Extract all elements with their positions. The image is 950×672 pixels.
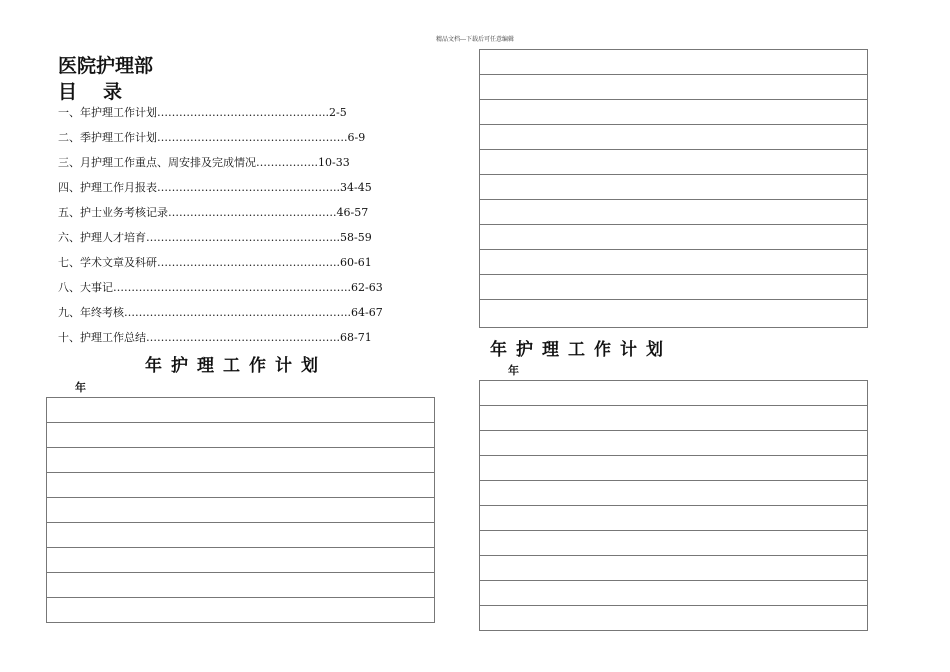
table-row [480,556,868,581]
table-row [480,50,868,75]
toc-item: 九、年终考核……………………………………………………..64-67 [58,306,383,319]
table-row [47,498,435,523]
table-row [47,598,435,623]
table-row [480,581,868,606]
header-note: 精品文档---下载后可任意编辑 [435,36,515,43]
table-row [480,150,868,175]
table-row [47,548,435,573]
table-row [480,275,868,300]
table-row [47,398,435,423]
toc-item: 一、年护理工作计划………………………………………..2-5 [58,106,347,119]
table-row [480,75,868,100]
table-row [47,573,435,598]
toc-item: 二、季护理工作计划…………………………………………….6-9 [58,131,366,144]
table-row [480,606,868,631]
table-row [480,481,868,506]
toc-item: 五、护士业务考核记录……………………………………….46-57 [58,206,369,219]
table-row [480,456,868,481]
toc-item: 六、护理人才培育……………………………………………..58-59 [58,231,372,244]
toc-item: 四、护理工作月报表…………………………………………..34-45 [58,181,372,194]
plan-table-right-top [479,49,868,328]
table-row [480,200,868,225]
table-row [47,473,435,498]
table-row [480,431,868,456]
table-row [480,531,868,556]
table-row [480,506,868,531]
table-row [480,381,868,406]
annual-plan-title-right: 年护理工作计划 [490,340,672,360]
toc-item: 八、大事记………………………………………………………..62-63 [58,281,383,294]
annual-plan-title-left: 年护理工作计划 [145,356,327,376]
year-label-left: 年 [75,381,86,394]
table-row [480,175,868,200]
table-row [480,406,868,431]
table-row [480,100,868,125]
table-row [47,423,435,448]
table-row [480,125,868,150]
toc-item: 十、护理工作总结……………………………………………..68-71 [58,331,372,344]
table-row [47,523,435,548]
plan-table-left [46,397,435,623]
table-row [47,448,435,473]
table-row [480,300,868,328]
table-row [480,250,868,275]
table-of-contents [58,104,383,354]
toc-title: 目录 [58,81,149,103]
toc-item: 七、学术文章及科研…………………………………………..60-61 [58,256,372,269]
department-title: 医院护理部 [58,55,154,77]
year-label-right: 年 [508,364,519,377]
plan-table-right-bottom [479,380,868,631]
table-row [480,225,868,250]
toc-item: 三、月护理工作重点、周安排及完成情况……………..10-33 [58,156,350,169]
